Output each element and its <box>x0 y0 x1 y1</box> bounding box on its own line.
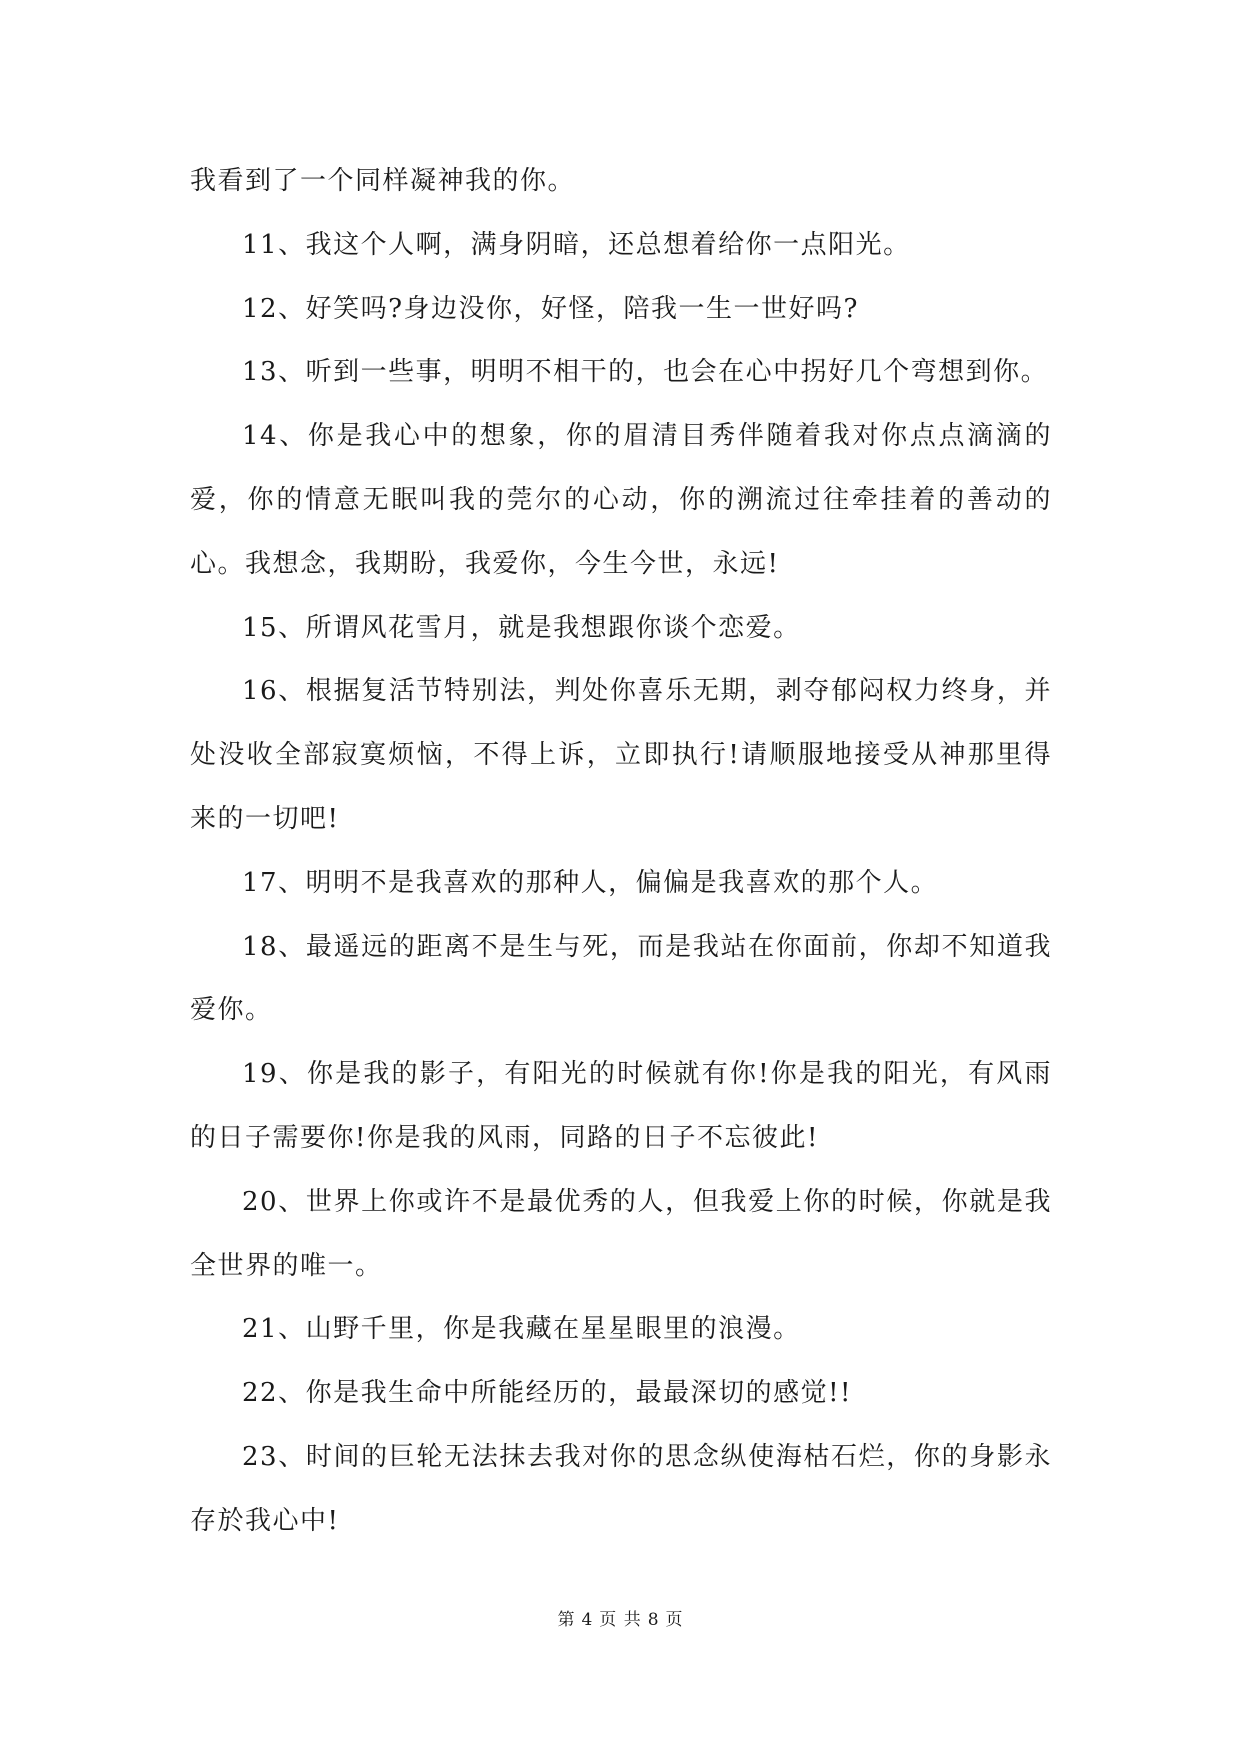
footer-suffix: 页 <box>665 1610 684 1630</box>
footer-current-page: 4 <box>581 1610 594 1630</box>
paragraph-13: 13、听到一些事，明明不相干的，也会在心中拐好几个弯想到你。 <box>242 357 1049 388</box>
paragraph-20: 20、世界上你或许不是最优秀的人，但我爱上你的时候，你就是我全世界的唯一。 <box>190 1186 1052 1281</box>
footer-prefix: 第 <box>557 1610 576 1630</box>
paragraph-17: 17、明明不是我喜欢的那种人，偏偏是我喜欢的那个人。 <box>242 867 939 898</box>
paragraph-continued: 我看到了一个同样凝神我的你。 <box>190 166 576 196</box>
paragraph-18: 18、最遥远的距离不是生与死，而是我站在你面前，你却不知道我爱你。 <box>190 931 1052 1026</box>
paragraph-11: 11、我这个人啊，满身阴暗，还总想着给你一点阳光。 <box>242 229 911 260</box>
footer-middle: 页 共 <box>599 1610 642 1630</box>
paragraph-12: 12、好笑吗?身边没你，好怪，陪我一生一世好吗? <box>242 293 859 324</box>
footer-total-pages: 8 <box>647 1610 660 1630</box>
document-body <box>190 150 1052 1554</box>
paragraph-22: 22、你是我生命中所能经历的，最最深切的感觉!! <box>242 1378 852 1409</box>
paragraph-21: 21、山野千里，你是我藏在星星眼里的浪漫。 <box>242 1314 801 1345</box>
paragraph-16: 16、根据复活节特别法，判处你喜乐无期，剥夺郁闷权力终身，并处没收全部寂寞烦恼，不得上诉，立即执行!请顺服地接受从神那里得来的一切吧! <box>190 676 1052 834</box>
paragraph-15: 15、所谓风花雪月，就是我想跟你谈个恋爱。 <box>242 612 801 643</box>
paragraph-19: 19、你是我的影子，有阳光的时候就有你!你是我的阳光，有风雨的日子需要你!你是我的风雨，同路的日子不忘彼此! <box>190 1059 1052 1153</box>
page-footer <box>0 1605 1241 1630</box>
paragraph-14: 14、你是我心中的想象，你的眉清目秀伴随着我对你点点滴滴的爱，你的情意无眠叫我的莞尔的心动，你的溯流过往牵挂着的善动的心。我想念，我期盼，我爱你，今生今世，永远! <box>190 421 1052 579</box>
paragraph-23: 23、时间的巨轮无法抹去我对你的思念纵使海枯石烂，你的身影永存於我心中! <box>190 1441 1052 1536</box>
